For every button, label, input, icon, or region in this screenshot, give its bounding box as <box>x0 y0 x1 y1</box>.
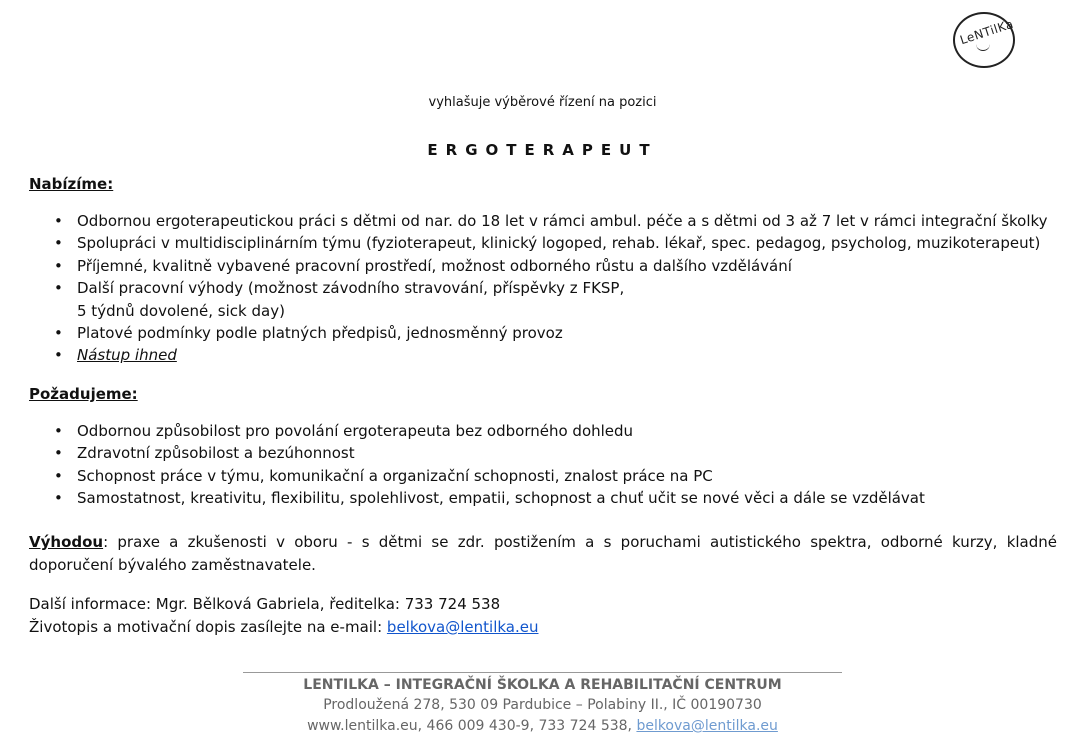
list-item: • Zdravotní způsobilost a bezúhonnost <box>0 442 925 464</box>
footer-contacts <box>0 718 1067 734</box>
contact-info: Další informace: Mgr. Bělková Gabriela, ředitelka: 733 724 538 <box>29 595 501 613</box>
intro-text: vyhlašuje výběrové řízení na pozici <box>428 95 657 110</box>
logo-smile-icon <box>976 44 990 51</box>
footer-address: Prodloužená 278, 530 09 Pardubice – Polabiny II., IČ 00190730 <box>323 697 762 713</box>
footer-contacts-text: www.lentilka.eu, 466 009 430-9, 733 724 538, <box>307 718 637 734</box>
list-item-continuation <box>0 300 1048 322</box>
advantage-label: Výhodou <box>29 533 104 551</box>
position-title: ERGOTERAPEUT <box>427 141 658 159</box>
footer-org-name: LENTILKA – INTEGRAČNÍ ŠKOLKA A REHABILITAČNÍ CENTRUM <box>303 677 782 693</box>
list-item: • Spolupráci v multidisciplinárním týmu (fyzioterapeut, klinický logoped, rehab. lékař, spec. pedagog, psycholog, muzikoterapeut) <box>0 232 1048 254</box>
footer-email-link[interactable]: belkova@lentilka.eu <box>636 718 778 734</box>
offer-heading: Nabízíme: <box>29 175 114 193</box>
require-list <box>0 420 925 510</box>
list-item: • Další pracovní výhody (možnost závodního stravování, příspěvky z FKSP, <box>0 277 1048 299</box>
list-item-continuation-text: 5 týdnů dovolené, sick day) <box>77 301 285 320</box>
lentilka-logo <box>953 12 1015 68</box>
footer-divider <box>243 672 842 673</box>
list-item <box>0 344 1048 366</box>
offer-list <box>0 210 1048 367</box>
list-item: • Odbornou ergoterapeutickou práci s dětmi od nar. do 18 let v rámci ambul. péče a s dětmi od 3 až 7 let v rámci integrační školky <box>0 210 1048 232</box>
contact-cv <box>29 616 1057 639</box>
advantage-paragraph <box>29 531 1057 577</box>
start-now-text: Nástup ihned <box>77 346 177 365</box>
advantage-text: : praxe a zkušenosti v oboru - s dětmi se zdr. postižením a s poruchami autistického spektra, odborné kurzy, kladné doporučení bývalého zaměstnavatele. <box>29 533 1057 574</box>
cv-prefix: Životopis a motivační dopis zasílejte na e-mail: <box>29 618 387 636</box>
list-item: • Příjemné, kvalitně vybavené pracovní prostředí, možnost odborného růstu a dalšího vzdělávání <box>0 255 1048 277</box>
logo-text: LeNTilKa <box>958 16 1016 48</box>
list-item: • Samostatnost, kreativitu, flexibilitu, spolehlivost, empatii, schopnost a chuť učit se nové věci a dále se vzdělávat <box>0 487 925 509</box>
list-item: • Platové podmínky podle platných předpisů, jednosměnný provoz <box>0 322 1048 344</box>
list-item: • Schopnost práce v týmu, komunikační a organizační schopnosti, znalost práce na PC <box>0 465 925 487</box>
contact-email-link[interactable]: belkova@lentilka.eu <box>386 618 539 636</box>
require-heading: Požadujeme: <box>29 385 138 403</box>
list-item: • Odbornou způsobilost pro povolání ergoterapeuta bez odborného dohledu <box>0 420 925 442</box>
